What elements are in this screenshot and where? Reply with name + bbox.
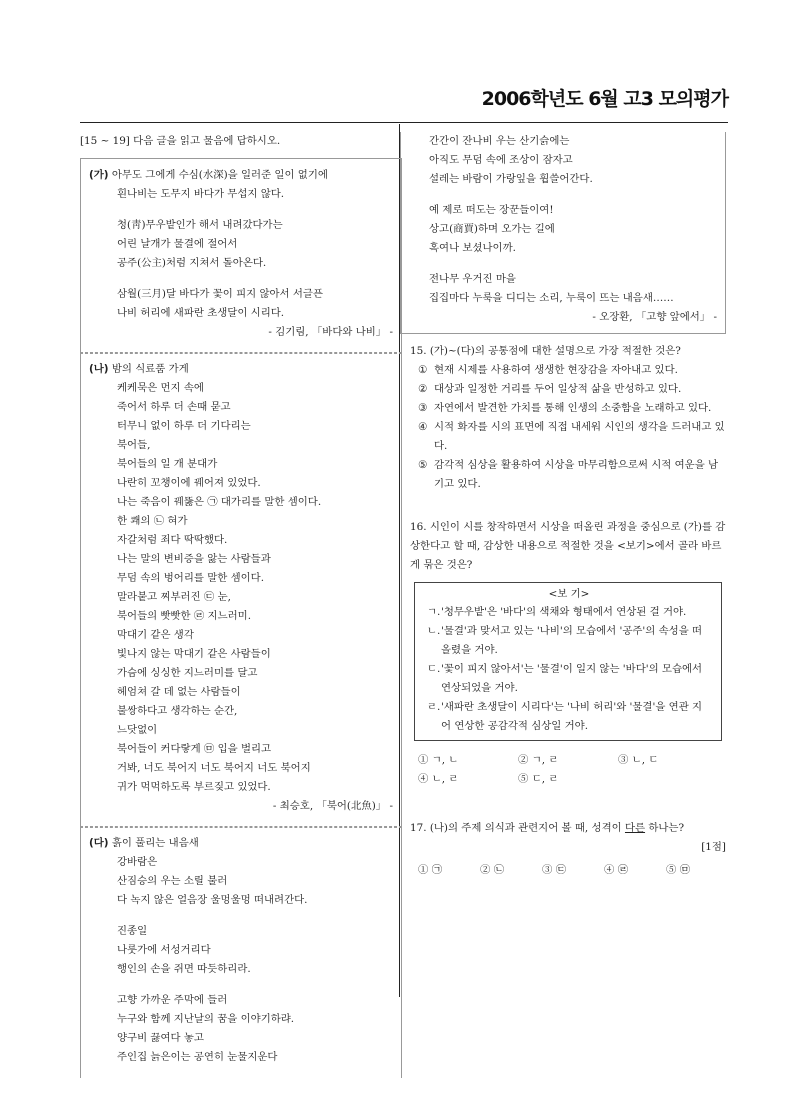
poem-line: 밤의 식료품 가게 <box>111 363 189 375</box>
poem-line: 죽어서 하루 더 손때 묻고 <box>117 401 231 413</box>
answer-option[interactable]: ① ㉠ <box>418 864 443 876</box>
question-16 <box>410 518 726 789</box>
poem-line: 공주(公主)처럼 지쳐서 돌아온다. <box>117 257 267 269</box>
poem-line: 가슴에 싱싱한 지느러미를 달고 <box>117 667 258 679</box>
right-column <box>410 132 726 880</box>
poem-line: 귀가 먹먹하도록 부르짖고 있었다. <box>117 781 271 793</box>
poem-line: 무덤 속의 벙어리를 말한 셈이다. <box>117 572 264 584</box>
poem-line: 느닷없이 <box>117 724 158 736</box>
answer-row <box>410 861 726 880</box>
poem-a-attribution: - 김기림, 「바다와 나비」 - <box>268 326 393 338</box>
question-17 <box>410 819 726 880</box>
answer-option[interactable]: ③ ㄴ, ㄷ <box>618 754 659 766</box>
bogi-box <box>414 582 722 741</box>
question-16-stem: 16. 시인이 시를 창작하면서 시상을 떠올린 과정을 중심으로 (가)를 감상한다고 할 때, 감상한 내용으로 적절한 것을 <보기>에서 골라 바르게 묶은 것은? <box>410 521 726 571</box>
poem-c-continued-box <box>400 132 726 334</box>
poem-line: 말라붙고 찌부러진 ㉢ 눈, <box>117 591 231 603</box>
choice-4[interactable]: ④ 시적 화자를 시의 표면에 직접 내세워 시인의 생각을 드러내고 있다. <box>418 421 725 452</box>
question-15-stem: 15. (가)~(다)의 공통점에 대한 설명으로 가장 적절한 것은? <box>410 345 681 357</box>
poem-c-box <box>80 827 402 1078</box>
poem-c-mark: (다) <box>89 837 109 849</box>
answer-option[interactable]: ⑤ ㄷ, ㄹ <box>518 773 559 785</box>
answer-option[interactable]: ① ㄱ, ㄴ <box>418 754 459 766</box>
bogi-item: ㄱ. '청무우밭'은 '바다'의 색채와 형태에서 연상된 걸 거야. <box>427 606 687 618</box>
poem-line: 빛나지 않는 막대기 같은 사람들이 <box>117 648 271 660</box>
poem-line: 고향 가까운 주막에 들러 <box>117 994 228 1006</box>
poem-line: 진종일 <box>117 925 148 937</box>
poem-line: 전나무 우거진 마을 <box>429 273 516 285</box>
poem-line: 예 제로 떠도는 장꾼들이여! <box>429 204 554 216</box>
header-rule <box>80 122 728 123</box>
answer-row <box>410 770 726 789</box>
poem-line: 나는 말의 변비증을 앓는 사람들과 <box>117 553 271 565</box>
answer-option[interactable]: ④ ㄴ, ㄹ <box>418 773 459 785</box>
poem-line: 흙이 풀리는 내음새 <box>111 837 199 849</box>
poem-line: 한 쾌의 ㉡ 혀가 <box>117 515 188 527</box>
poem-line: 자갈처럼 죄다 딱딱했다. <box>117 534 228 546</box>
choice-3[interactable]: ③ 자연에서 발견한 가치를 통해 인생의 소중함을 노래하고 있다. <box>418 402 712 414</box>
poem-line: 케케묵은 먼지 속에 <box>117 382 204 394</box>
underlined-word: 다른 <box>624 822 646 834</box>
poem-line: 양구비 끓여다 놓고 <box>117 1032 204 1044</box>
poem-line: 어린 날개가 물결에 절어서 <box>117 238 238 250</box>
poem-line: 설레는 바람이 가랑잎을 휩쓸어간다. <box>429 173 593 185</box>
question-17-stem: 17. (나)의 주제 의식과 관련지어 볼 때, 성격이 다른 하나는? <box>410 822 685 834</box>
poem-b-mark: (나) <box>89 363 109 375</box>
poem-line: 북어들이 커다랗게 ㉤ 입을 벌리고 <box>117 743 272 755</box>
poem-line: 삼월(三月)달 바다가 꽃이 피지 않아서 서글픈 <box>117 288 323 300</box>
poem-b-box <box>80 353 402 827</box>
poem-line: 다 녹지 않은 얼음장 울멍울멍 떠내려간다. <box>117 894 308 906</box>
poem-line: 나룻가에 서성거리다 <box>117 944 211 956</box>
poem-line: 거봐, 너도 북어지 너도 북어지 너도 북어지 <box>117 762 311 774</box>
poem-line: 상고(商賈)하며 오가는 길에 <box>429 223 555 235</box>
poem-line: 간간이 잔나비 우는 산기슭에는 <box>429 135 570 147</box>
score-label: [1점] <box>701 841 726 853</box>
poem-a-mark: (가) <box>89 169 109 181</box>
poem-line: 북어들, <box>117 439 151 451</box>
exam-title: 2006학년도 6월 고3 모의평가 <box>481 88 728 110</box>
poem-line: 행인의 손을 쥐면 따듯하리라. <box>117 963 251 975</box>
poem-line: 터무니 없이 하루 더 기다리는 <box>117 420 251 432</box>
question-15 <box>410 342 726 494</box>
poem-line: 혹여나 보셨나이까. <box>429 242 516 254</box>
answer-row <box>410 751 726 770</box>
instruction: [15 ~ 19] 다음 글을 읽고 물음에 답하시오. <box>80 135 281 147</box>
choice-2[interactable]: ② 대상과 일정한 거리를 두어 일상적 삶을 반성하고 있다. <box>418 383 682 395</box>
poem-line: 북어들의 빳빳한 ㉣ 지느러미. <box>117 610 252 622</box>
bogi-item: ㄹ. '새파란 초생달이 시리다'는 '나비 허리'와 '물결'을 연관 지어 연상한 공감각적 심상일 거야. <box>427 701 703 732</box>
answer-option[interactable]: ④ ㉣ <box>604 864 629 876</box>
poem-a-box <box>80 158 402 353</box>
poem-line: 아직도 무덤 속에 조상이 잠자고 <box>429 154 573 166</box>
poem-line: 막대기 같은 생각 <box>117 629 194 641</box>
poem-line: 청(靑)무우밭인가 해서 내려갔다가는 <box>117 219 283 231</box>
poem-line: 불쌍하다고 생각하는 순간, <box>117 705 238 717</box>
answer-option[interactable]: ② ㄱ, ㄹ <box>518 754 559 766</box>
poem-line: 아무도 그에게 수심(水深)을 일러준 일이 없기에 <box>111 169 328 181</box>
poem-line: 집집마다 누룩을 디디는 소리, 누룩이 뜨는 내음새…… <box>429 292 674 304</box>
poem-line: 강바람은 <box>117 856 158 868</box>
answer-option[interactable]: ③ ㉢ <box>542 864 567 876</box>
choice-1[interactable]: ① 현재 시제를 사용하여 생생한 현장감을 자아내고 있다. <box>418 364 678 376</box>
poem-c-attribution: - 오장환, 「고향 앞에서」 - <box>592 311 717 323</box>
bogi-item: ㄴ. '물결'과 맞서고 있는 '나비'의 모습에서 '공주'의 속성을 떠올렸을 거야. <box>427 625 703 656</box>
poem-line: 산짐승의 우는 소릴 불러 <box>117 875 228 887</box>
left-column <box>80 132 392 1078</box>
answer-option[interactable]: ② ㉡ <box>480 864 505 876</box>
bogi-title: <보 기> <box>548 588 590 600</box>
poem-line: 헤엄쳐 갈 데 없는 사람들이 <box>117 686 241 698</box>
poem-line: 나란히 꼬챙이에 꿰어져 있었다. <box>117 477 261 489</box>
poem-line: 누구와 함께 지난날의 꿈을 이야기하랴. <box>117 1013 295 1025</box>
poem-line: 주인집 늙은이는 공연히 눈물지운다 <box>117 1051 278 1063</box>
bogi-item: ㄷ. '꽃이 피지 않아서'는 '물결'이 일지 않는 '바다'의 모습에서 연상되었을 거야. <box>427 663 703 694</box>
choice-5[interactable]: ⑤ 감각적 심상을 활용하여 시상을 마무리함으로써 시적 여운을 남기고 있다. <box>418 459 719 490</box>
poem-line: 나비 허리에 새파란 초생달이 시리다. <box>117 307 285 319</box>
poem-line: 흰나비는 도무지 바다가 무섭지 않다. <box>117 188 285 200</box>
page-header <box>0 84 800 114</box>
poem-b-attribution: - 최승호, 「북어(北魚)」 - <box>272 800 393 812</box>
poem-line: 북어들의 일 개 분대가 <box>117 458 218 470</box>
poem-line: 나는 죽음이 꿰뚫은 ㉠ 대가리를 말한 셈이다. <box>117 496 322 508</box>
answer-option[interactable]: ⑤ ㉤ <box>666 864 691 876</box>
